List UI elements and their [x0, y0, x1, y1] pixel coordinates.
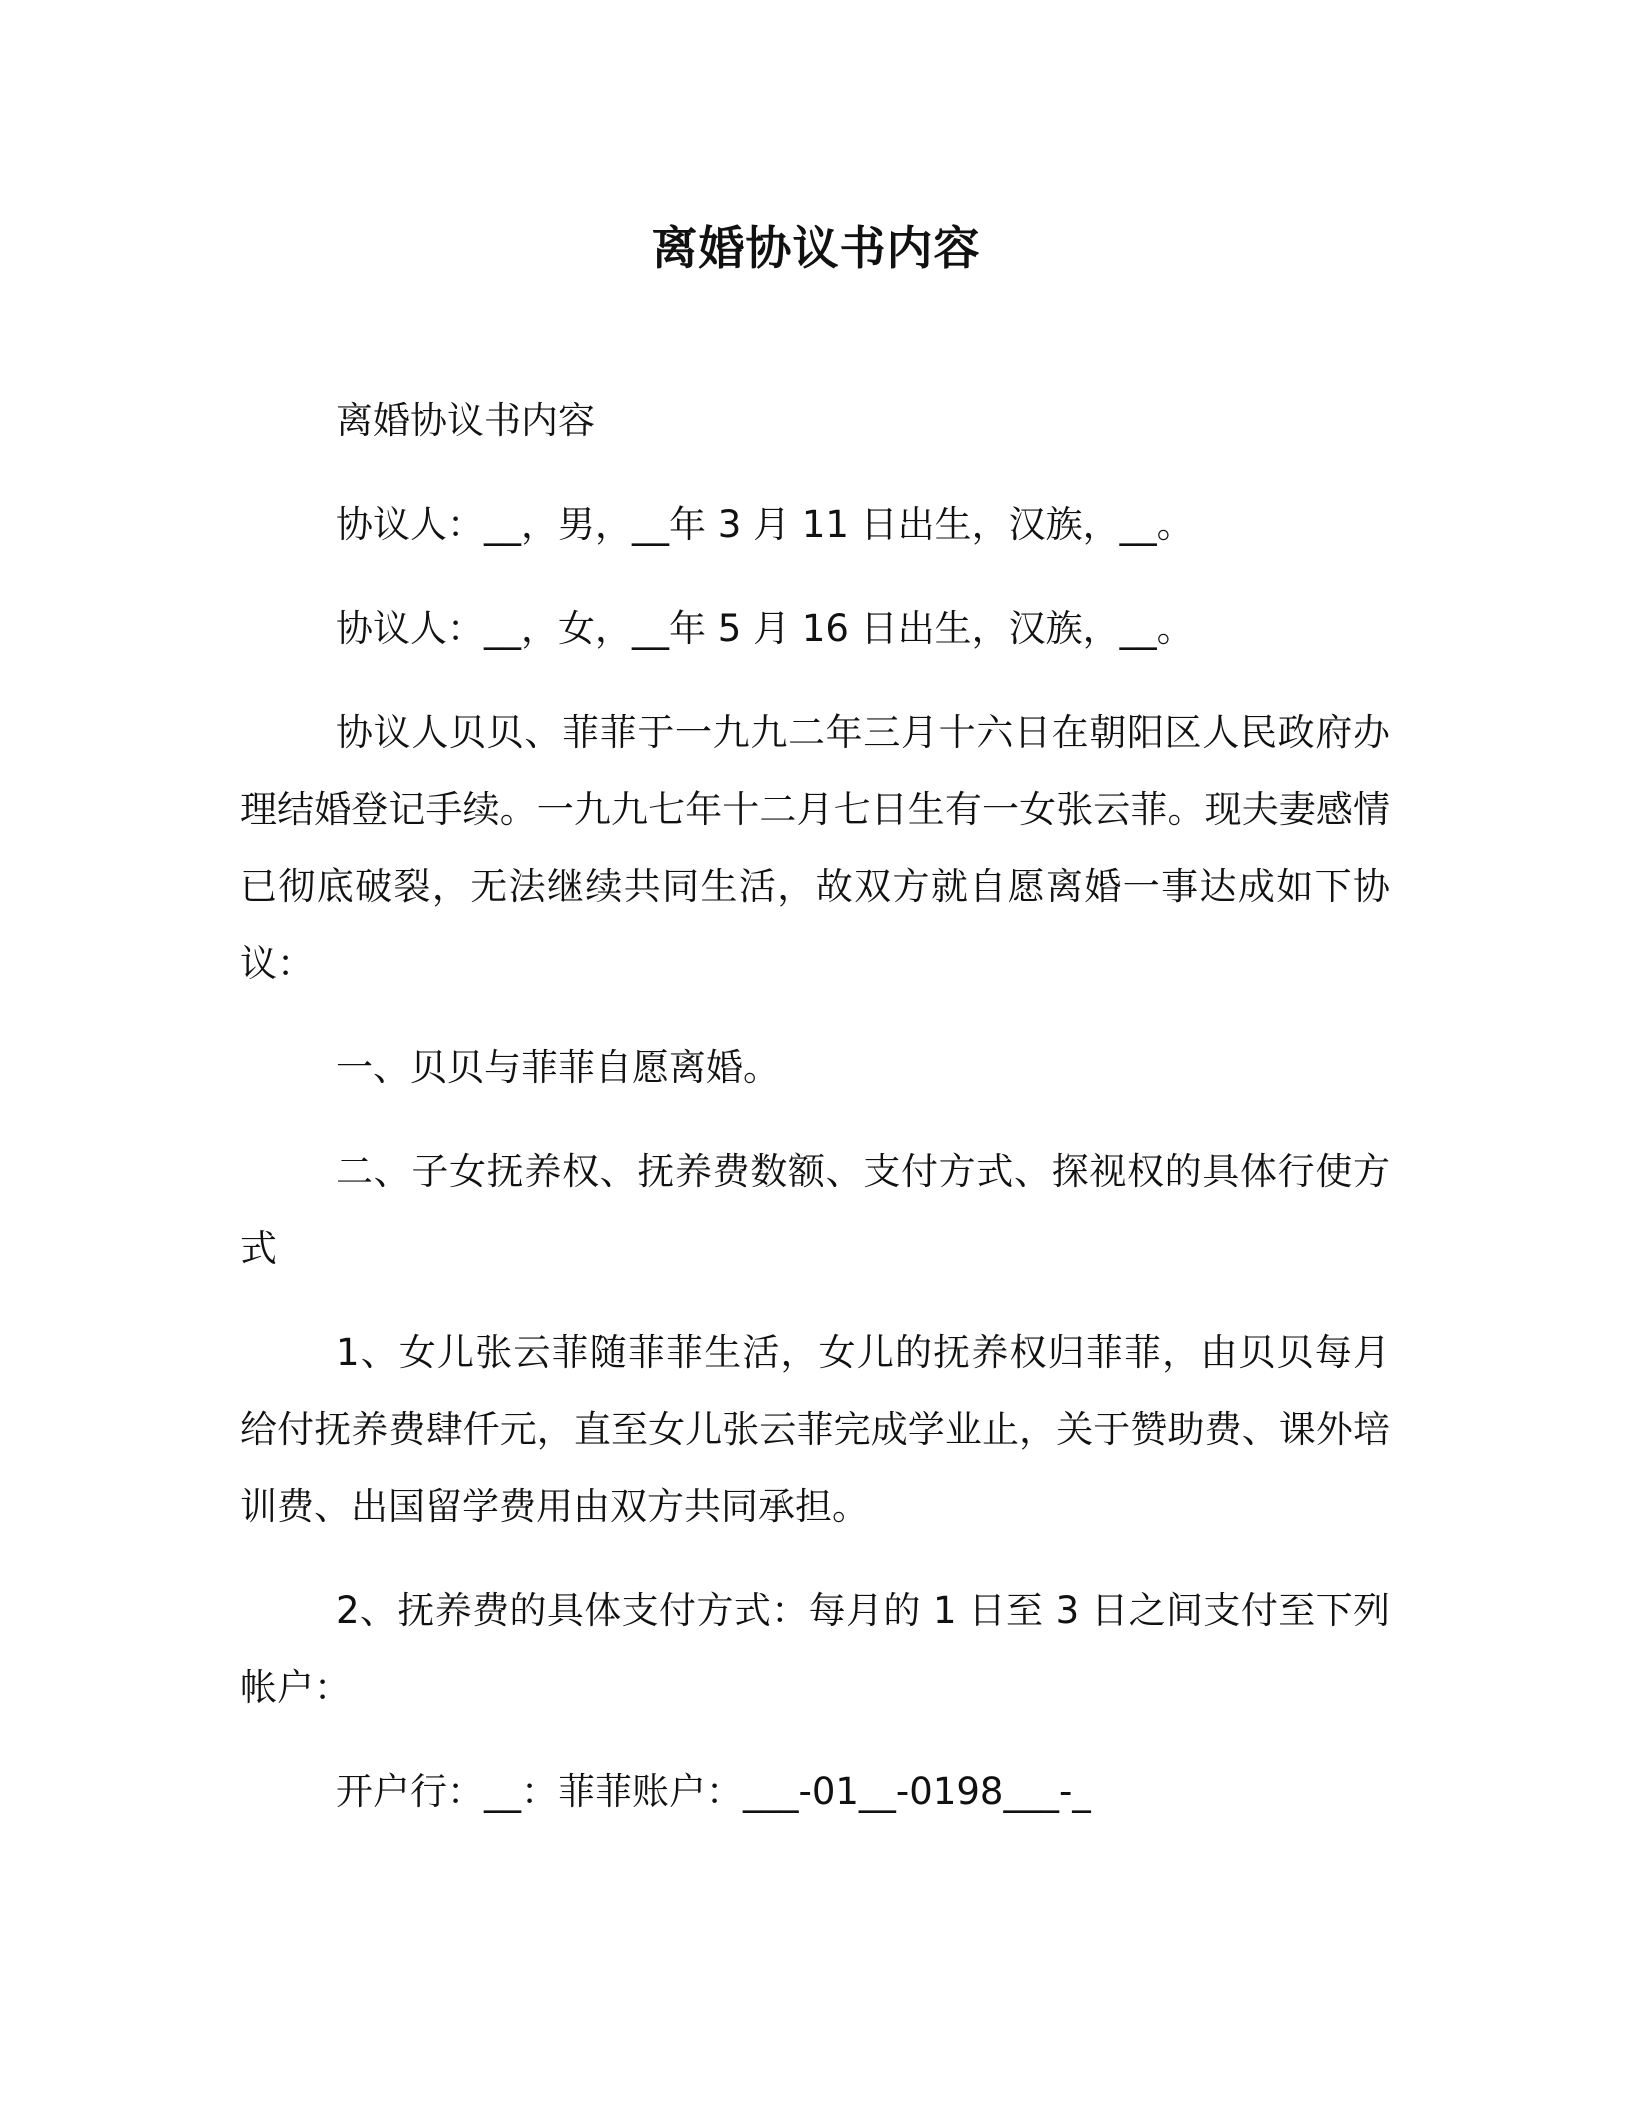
paragraph-item-1: 1、女儿张云菲随菲菲生活，女儿的抚养权归菲菲，由贝贝每月给付抚养费肆仟元，直至女儿张云菲完成学业止，关于赞助费、课外培训费、出国留学费用由双方共同承担。 — [240, 1331, 1390, 1528]
paragraph-heading: 离婚协议书内容 — [336, 399, 595, 442]
paragraph-party-male: 协议人：__，男，__年 3 月 11 日出生，汉族，__。 — [336, 503, 1194, 546]
paragraph-party-female: 协议人：__，女，__年 5 月 16 日出生，汉族，__。 — [336, 607, 1194, 650]
paragraph-clause-2: 二、子女抚养权、抚养费数额、支付方式、探视权的具体行使方式 — [240, 1150, 1390, 1270]
paragraph-item-2: 2、抚养费的具体支付方式：每月的 1 日至 3 日之间支付至下列帐户： — [240, 1589, 1390, 1709]
paragraph-clause-1: 一、贝贝与菲菲自愿离婚。 — [336, 1046, 780, 1089]
paragraph-bank-account: 开户行：__：菲菲账户：___-01__-0198___-_ — [336, 1770, 1091, 1813]
document-body — [240, 382, 1390, 1857]
paragraph-background: 协议人贝贝、菲菲于一九九二年三月十六日在朝阳区人民政府办理结婚登记手续。一九九七年十二月七日生有一女张云菲。现夫妻感情已彻底破裂，无法继续共同生活，故双方就自愿离婚一事达成如下协议： — [240, 711, 1390, 985]
document-title: 离婚协议书内容 — [651, 221, 981, 275]
